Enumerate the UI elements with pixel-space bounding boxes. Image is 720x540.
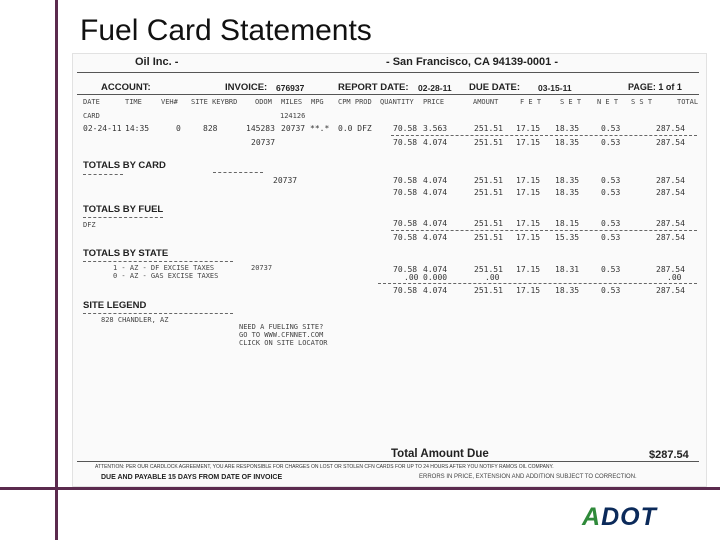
fuel-grand-amount: 251.51	[474, 233, 503, 242]
state-grand-net: 0.53	[601, 286, 621, 295]
card-grand-quantity: 70.58	[393, 188, 418, 197]
fuel-total-price: 4.074	[423, 219, 448, 228]
txn-set: 18.35	[555, 124, 580, 133]
txn-date: 02-24-11	[83, 124, 122, 133]
totals-by-card-rule-2	[213, 172, 263, 173]
card-number: 124126	[280, 112, 306, 120]
state-subtotal-rule	[378, 283, 697, 284]
state-amount-gas: .00	[485, 273, 500, 282]
state-grand-amount: 251.51	[474, 286, 503, 295]
col-price: PRICE	[423, 98, 445, 106]
fueling-site-note-1: NEED A FUELING SITE?	[239, 323, 324, 331]
subtotal-price: 4.074	[423, 138, 448, 147]
fuel-grand-quantity: 70.58	[393, 233, 418, 242]
fueling-site-note-3: CLICK ON SITE LOCATOR	[239, 339, 328, 347]
card-grand-price: 4.074	[423, 188, 448, 197]
card-grand-fet: 17.15	[516, 188, 541, 197]
state-grand-fet: 17.15	[516, 286, 541, 295]
state-quantity: 70.58	[393, 265, 418, 274]
subtotal-fet: 17.15	[516, 138, 541, 147]
card-total-fet: 17.15	[516, 176, 541, 185]
report-date-label: REPORT DATE:	[338, 82, 409, 93]
col-quantity: QUANTITY	[380, 98, 414, 106]
fuel-total-quantity: 70.58	[393, 219, 418, 228]
card-total-price: 4.074	[423, 176, 448, 185]
report-date-value: 02-28-11	[418, 83, 452, 93]
account-label: ACCOUNT:	[101, 82, 151, 93]
col-sst: S S T	[631, 98, 653, 106]
totals-by-state-rule	[83, 261, 233, 262]
txn-mpg: **.*	[310, 124, 330, 133]
site-legend-rule	[83, 313, 233, 314]
site-legend-heading: SITE LEGEND	[83, 300, 147, 311]
txn-amount: 251.51	[474, 124, 503, 133]
state-fet: 17.15	[516, 265, 541, 274]
slide-horizontal-rule	[0, 487, 720, 490]
total-amount-due-label: Total Amount Due	[391, 448, 489, 460]
total-amount-due-value: $287.54	[649, 449, 689, 461]
txn-miles: 20737	[281, 124, 306, 133]
totals-by-card-heading: TOTALS BY CARD	[83, 160, 166, 171]
site-legend-entry: 828 CHANDLER, AZ	[101, 316, 169, 324]
col-prod: CPM PROD	[338, 98, 372, 106]
txn-fet: 17.15	[516, 124, 541, 133]
due-date-label: DUE DATE:	[469, 82, 521, 93]
totals-by-fuel-rule	[83, 217, 163, 218]
fuel-type-label: DFZ	[83, 221, 96, 229]
errors-note: ERRORS IN PRICE, EXTENSION AND ADDITION SUBJECT TO CORRECTION.	[419, 474, 637, 480]
fuel-subtotal-rule	[391, 230, 697, 231]
card-total-amount: 251.51	[474, 176, 503, 185]
txn-veh: 0	[176, 124, 181, 133]
subtotal-amount: 251.51	[474, 138, 503, 147]
slide-title: Fuel Card Statements	[80, 14, 372, 47]
company-name: Oil Inc. -	[135, 56, 179, 68]
header-rule-2	[77, 94, 699, 95]
txn-odom: 145283	[246, 124, 275, 133]
attention-notice: ATTENTION: PER OUR CARDLOCK AGREEMENT, YOU ARE RESPONSIBLE FOR CHARGES ON LOST OR STOLEN CFN CARDS FOR UP TO 24 HOURS AFTER YOU NOTIFY RAMOS OIL COMPANY.	[95, 464, 554, 470]
company-address: - San Francisco, CA 94139-0001 -	[386, 56, 559, 68]
state-grand-price: 4.074	[423, 286, 448, 295]
card-total-total: 287.54	[656, 176, 685, 185]
col-site: SITE KEYBRD	[191, 98, 238, 106]
card-total-set: 18.35	[555, 176, 580, 185]
invoice-label: INVOICE:	[225, 82, 268, 93]
state-net: 0.53	[601, 265, 621, 274]
card-total-net: 0.53	[601, 176, 621, 185]
state-line-1: 1 - AZ - DF EXCISE TAXES	[113, 264, 215, 272]
col-total: TOTAL	[677, 98, 699, 106]
col-set: S E T	[560, 98, 582, 106]
fuel-grand-net: 0.53	[601, 233, 621, 242]
col-miles: MILES	[281, 98, 303, 106]
fuel-statement-document	[72, 53, 707, 487]
card-label: CARD	[83, 112, 100, 120]
txn-time: 14:35	[125, 124, 150, 133]
col-amount: AMOUNT	[473, 98, 499, 106]
fuel-grand-fet: 17.15	[516, 233, 541, 242]
fuel-grand-set: 15.35	[555, 233, 580, 242]
fuel-total-net: 0.53	[601, 219, 621, 228]
card-grand-amount: 251.51	[474, 188, 503, 197]
col-mpg: MPG	[311, 98, 324, 106]
state-quantity-gas: .00	[404, 273, 419, 282]
col-fet: F E T	[520, 98, 542, 106]
invoice-number: 676937	[276, 83, 305, 93]
card-grand-net: 0.53	[601, 188, 621, 197]
fueling-site-note-2: GO TO WWW.CFNNET.COM	[239, 331, 324, 339]
state-price-gas: 0.000	[423, 273, 448, 282]
col-net: N E T	[597, 98, 619, 106]
footer-rule	[77, 461, 699, 462]
card-grand-set: 18.35	[555, 188, 580, 197]
due-payable-note: DUE AND PAYABLE 15 DAYS FROM DATE OF INVOICE	[101, 474, 283, 481]
due-date-value: 03-15-11	[538, 83, 572, 93]
page-indicator: PAGE: 1 of 1	[628, 82, 682, 92]
txn-price: 3.563	[423, 124, 448, 133]
subtotal-rule	[391, 135, 697, 136]
state-total-gas: .00	[667, 273, 682, 282]
state-price: 4.074	[423, 265, 448, 274]
col-odom: ODOM	[255, 98, 272, 106]
fuel-total-fet: 17.15	[516, 219, 541, 228]
txn-total: 287.54	[656, 124, 685, 133]
state-line-2: 0 - AZ - GAS EXCISE TAXES	[113, 272, 219, 280]
subtotal-set: 18.35	[555, 138, 580, 147]
subtotal-quantity: 70.58	[393, 138, 418, 147]
txn-quantity: 70.58	[393, 124, 418, 133]
state-grand-total: 287.54	[656, 286, 685, 295]
fuel-total-set: 18.15	[555, 219, 580, 228]
state-set: 18.31	[555, 265, 580, 274]
subtotal-net: 0.53	[601, 138, 621, 147]
txn-net: 0.53	[601, 124, 621, 133]
totals-by-fuel-heading: TOTALS BY FUEL	[83, 204, 164, 215]
card-total-quantity: 70.58	[393, 176, 418, 185]
totals-by-card-rule	[83, 174, 123, 175]
state-grand-quantity: 70.58	[393, 286, 418, 295]
subtotal-miles: 20737	[251, 138, 276, 147]
col-time: TIME	[125, 98, 142, 106]
card-total-miles: 20737	[273, 176, 298, 185]
col-date: DATE	[83, 98, 100, 106]
fuel-total-amount: 251.51	[474, 219, 503, 228]
card-grand-total: 287.54	[656, 188, 685, 197]
slide-vertical-rule	[55, 0, 58, 540]
totals-by-state-heading: TOTALS BY STATE	[83, 248, 169, 259]
subtotal-total: 287.54	[656, 138, 685, 147]
fuel-grand-total: 287.54	[656, 233, 685, 242]
header-rule	[77, 72, 699, 73]
col-veh: VEH#	[161, 98, 178, 106]
state-grand-set: 18.35	[555, 286, 580, 295]
fuel-grand-price: 4.074	[423, 233, 448, 242]
txn-product: 0.0 DFZ	[338, 124, 372, 133]
adot-logo: ADOT	[582, 503, 657, 531]
state-amount: 251.51	[474, 265, 503, 274]
state-total: 287.54	[656, 265, 685, 274]
txn-site: 828	[203, 124, 218, 133]
fuel-total-total: 287.54	[656, 219, 685, 228]
state-line-1-miles: 20737	[251, 264, 273, 272]
